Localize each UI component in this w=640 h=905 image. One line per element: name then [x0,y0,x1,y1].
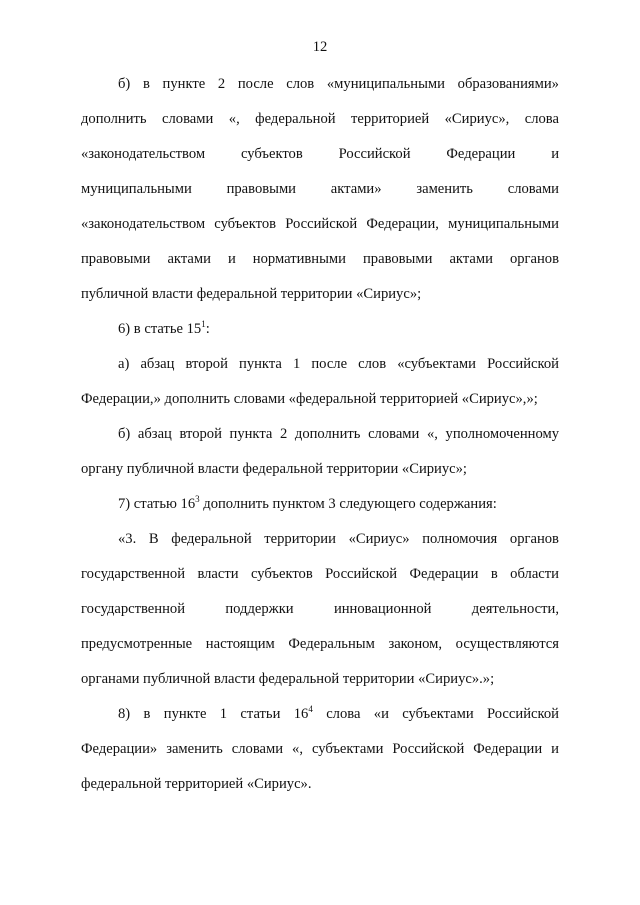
word: власти [197,566,239,582]
word: «, [426,426,438,442]
text-line-14 [118,528,559,550]
word: и [227,251,236,267]
word: инновационной [333,601,432,617]
word: осуществляются [455,636,559,652]
word: муниципальными [448,216,559,232]
text-line-18: органами публичной власти федеральной территории «Сириус».»; [81,671,495,687]
text-line-17 [81,633,559,655]
text-line-9 [118,353,559,375]
text-line-2 [81,108,559,130]
word: словами [231,741,284,757]
text-line-13 [118,493,559,515]
word: заменить [166,741,223,757]
word: словами [368,426,420,442]
word: В [148,531,159,547]
text-line-19 [118,703,559,725]
word: слова [524,111,559,127]
word: второй [185,356,228,372]
word: Российской [285,216,358,232]
word: Федерации» [81,741,158,757]
word: дополнить [81,111,147,127]
word: федеральной [171,531,252,547]
word: субъектов [240,146,303,162]
word: Российской [338,146,411,162]
word: уполномоченному [445,426,559,442]
word: муниципальными [81,181,192,197]
word: актами» [330,181,382,197]
word: «муниципальными [326,76,445,92]
word: «3. [118,531,137,547]
word: законом, [388,636,443,652]
text-line-7: публичной власти федеральной территории «Сириус»; [81,286,422,302]
word: Федерации [409,566,479,582]
word: предусмотренные [81,636,193,652]
word: и [551,741,559,757]
text-line-8 [118,318,559,340]
word: б) [118,426,131,442]
superscript: 3 [195,494,200,504]
text-line-11 [118,423,559,445]
word: второй [179,426,222,442]
text-segment: 7) статью 16 [118,496,196,512]
text-segment: 6) в статье 15 [118,321,202,337]
text-line-21: федеральной территорией «Сириус». [81,776,312,792]
word: 16 [293,706,309,722]
text-line-5 [81,213,559,235]
text-line-4 [81,178,559,200]
word: субъектов [214,216,277,232]
word: Федеральным [288,636,375,652]
word: «законодательством [81,216,206,232]
word: субъектами [402,706,474,722]
word: а) [118,356,130,372]
word: правовыми [362,251,433,267]
word: в [142,76,150,92]
word: после [311,356,348,372]
word: «законодательством [81,146,206,162]
word: поддержки [225,601,294,617]
word: Российской [325,566,398,582]
word-with-superscript [294,703,313,725]
word: б) [118,76,131,92]
word: органов [509,251,559,267]
word: словами [162,111,214,127]
word: дополнить [294,426,361,442]
word: «, [228,111,240,127]
word: актами [167,251,211,267]
word: словами [507,181,559,197]
word: области [510,566,559,582]
word: правовыми [226,181,296,197]
word: субъектов [250,566,313,582]
word: образованиями» [457,76,559,92]
word: территорией [351,111,430,127]
word: слова [326,706,361,722]
text-line-10: Федерации,» дополнить словами «федеральной территорией «Сириус»,»; [81,391,538,407]
word: 2 [217,76,226,92]
text-line-15 [81,563,559,585]
word: пункте [162,76,206,92]
word: «и [373,706,389,722]
text-line-3 [81,143,559,165]
word: деятельности, [471,601,559,617]
word: нормативными [252,251,346,267]
text-line-16 [81,598,559,620]
word: абзац [137,426,172,442]
text-segment: дополнить пунктом 3 следующего содержания: [199,496,497,512]
word: Российской [392,741,465,757]
word: в [143,706,151,722]
text-line-20 [81,738,559,760]
word: пункте [163,706,207,722]
word: статьи [240,706,281,722]
word: настоящим [205,636,275,652]
text-line-12: органу публичной власти федеральной территории «Сириус»; [81,461,467,477]
word: федеральной [255,111,336,127]
word: государственной [81,566,186,582]
word: в [490,566,498,582]
word: после [237,76,274,92]
word: органов [509,531,559,547]
word: 1 [292,356,301,372]
word: Федерации [473,741,543,757]
word: «, [292,741,303,757]
word: заменить [416,181,473,197]
word: Федерации [446,146,516,162]
word: государственной [81,601,186,617]
text-line-1 [118,73,559,95]
word: правовыми [81,251,151,267]
word: «субъектами [397,356,476,372]
word: территории [264,531,336,547]
word: полномочия [422,531,498,547]
word: Российской [487,356,559,372]
page-number: 12 [312,39,328,55]
word: пункта [229,426,273,442]
word: и [551,146,559,162]
word: 1 [219,706,228,722]
superscript: 1 [201,319,206,329]
word: «Сириус» [348,531,410,547]
word: «Сириус», [444,111,510,127]
word: Российской [487,706,559,722]
word: актами [449,251,493,267]
superscript: 4 [308,704,313,714]
text-segment: : [205,321,210,337]
word: 2 [279,426,288,442]
word: абзац [140,356,175,372]
word: слов [358,356,387,372]
word: слов [286,76,315,92]
word: пункта [239,356,282,372]
text-line-6 [81,248,559,270]
word: субъектами [311,741,384,757]
word: 8) [118,706,131,722]
word: Федерации, [366,216,439,232]
